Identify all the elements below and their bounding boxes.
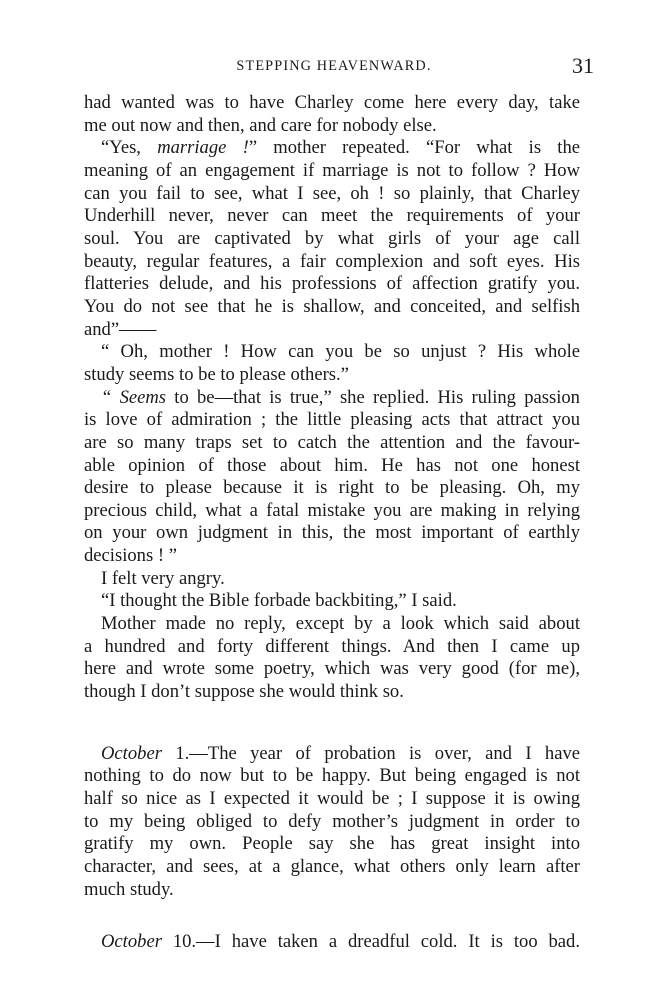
text-line: Mother made no reply, except by a look which said about: [101, 613, 580, 635]
text-line: character, and sees, at a glance, what others only learn after: [84, 856, 580, 877]
text-line: meaning of an engagement if marriage is not to follow ? How: [84, 159, 580, 181]
text-line: flatteries delude, and his professions of affection gratify you.: [84, 273, 580, 295]
text-line: is love of admiration ; the little pleasing acts that attract you: [84, 409, 580, 431]
text-line: gratify my own. People say she has great insight into: [84, 833, 580, 855]
running-title: STEPPING HEAVENWARD.: [236, 58, 432, 74]
text-line: study seems to be to please others.”: [84, 363, 349, 385]
entry-date: October: [101, 742, 162, 764]
text-run: 1.—The year of probation is over, and I have: [161, 742, 580, 764]
text-line: soul. You are captivated by what girls of your age call: [84, 227, 580, 249]
text-line: nothing to do now but to be happy. But being engaged is not: [84, 765, 580, 787]
text-line: beauty, regular features, a fair complexion and soft eyes. His: [84, 250, 580, 272]
page-number: 31: [572, 53, 594, 78]
text-line: and”——: [84, 318, 157, 340]
text-line: can you fail to see, what I see, oh ! so plainly, that Charley: [84, 182, 580, 204]
text-line: had wanted was to have Charley come here every day, take: [84, 92, 580, 113]
text-run: ” mother repeated. “For what is the: [248, 137, 580, 159]
paragraph: [84, 590, 580, 613]
text-line: half so nice as I expected it would be ; I suppose it is owing: [84, 788, 580, 810]
text-line: are so many traps set to catch the attention and the favour-: [84, 431, 580, 453]
text-run: “Yes,: [101, 137, 158, 159]
paragraph: [84, 92, 580, 137]
entry-date: October: [101, 931, 162, 953]
text-line: [84, 743, 580, 766]
text-line: precious child, what a fatal mistake you are making in relying: [84, 499, 580, 521]
text-line: able opinion of those about him. He has not one honest: [84, 454, 580, 476]
text-line: me out now and then, and care for nobody else.: [84, 114, 437, 136]
text-line: I felt very angry.: [101, 567, 225, 589]
text-run: to be—that is true,” she replied. His ruling passion: [166, 386, 580, 408]
text-line: desire to please because it is right to be pleasing. Oh, my: [84, 477, 580, 499]
diary-entry: [84, 743, 580, 902]
text-line: much study.: [84, 878, 174, 900]
text-line: [84, 137, 580, 160]
text-line: though I don’t suppose she would think so.: [84, 681, 404, 703]
text-line: on your own judgment in this, the most important of earthly: [84, 522, 580, 544]
text-line: You do not see that he is shallow, and conceited, and selfish: [84, 295, 580, 317]
text-line: “I thought the Bible forbade backbiting,” I said.: [101, 590, 457, 612]
paragraph: [84, 568, 580, 591]
page-text: [84, 92, 580, 954]
text-run: 10.—I have taken a dreadful cold. It is too bad.: [161, 931, 580, 953]
italic-text: marriage !: [157, 137, 249, 159]
text-line: [84, 931, 580, 954]
text-line: a hundred and forty different things. And then I came up: [84, 635, 580, 657]
paragraph: [84, 387, 580, 568]
italic-text: “ Seems: [101, 386, 167, 408]
paragraph: [84, 137, 580, 341]
text-line: Underhill never, never can meet the requirements of your: [84, 205, 580, 227]
diary-entry: [84, 931, 580, 954]
text-line: [84, 387, 580, 410]
running-head: [84, 53, 594, 82]
text-line: to my being obliged to defy mother’s judgment in order to: [84, 810, 580, 832]
paragraph: [84, 341, 580, 386]
paragraph: [84, 613, 580, 704]
text-line: “ Oh, mother ! How can you be so unjust ? His whole: [101, 341, 580, 363]
text-line: decisions ! ”: [84, 545, 177, 567]
text-line: here and wrote some poetry, which was very good (for me),: [84, 658, 580, 680]
